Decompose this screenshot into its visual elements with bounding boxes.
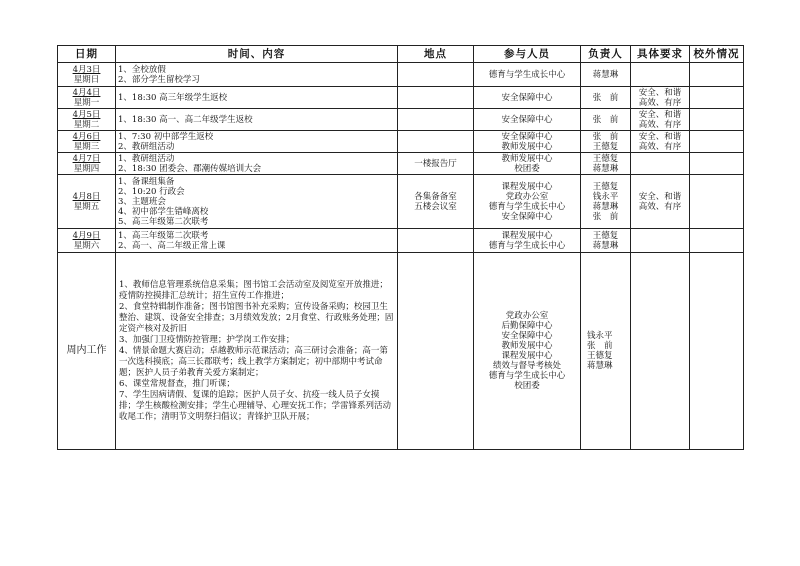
leader-cell-line: 张 前 [592,92,619,103]
leader-cell-line: 蒋慧琳 [592,201,619,212]
participants-cell-line: 教师发展中心 [501,153,553,164]
content-cell-line: 3、主题班会 [118,196,166,207]
weekday-text: 星期六 [73,240,100,251]
header-participants: 参与人员 [474,46,581,63]
leader-cell-line: 王德复 [592,230,619,241]
leader-cell-line: 王德复 [592,141,619,152]
outside-cell [690,63,744,87]
requirements-cell-line: 安全、和谐 [638,109,682,120]
leader-cell-line: 钱永平 [592,191,619,202]
leader-cell [581,153,631,175]
place-cell [398,109,474,131]
participants-cell-line: 校团委 [514,163,540,174]
leader-cell [581,229,631,253]
content-cell-line: 2、10:20 行政会 [118,186,185,197]
weekly-participants-cell-line: 校团委 [514,381,540,391]
weekday-text: 星期三 [73,141,100,152]
content-cell [116,87,398,109]
header-date: 日期 [58,46,116,63]
leader-cell [581,87,631,109]
header-requirements: 具体要求 [631,46,690,63]
weekly-participants-cell-line: 教师发展中心 [501,341,553,351]
content-cell [116,229,398,253]
content-cell-line: 1、7:30 初中部学生返校 [118,131,214,142]
date-cell [58,131,116,153]
weekly-leader-cell-line: 张 前 [587,341,613,351]
date-cell [58,229,116,253]
weekly-leader-cell-line: 钱永平 [587,331,613,341]
content-cell-line: 1、教研组活动 [118,153,175,164]
weekly-label-cell: 周内工作 [58,253,116,450]
content-cell [116,153,398,175]
content-cell-line: 2、部分学生留校学习 [118,74,200,85]
requirements-cell-line: 高效、有序 [638,97,682,108]
date-cell [58,175,116,229]
content-cell [116,63,398,87]
place-cell-line: 各集备备室 [414,191,457,202]
leader-cell-line: 王德复 [592,153,619,164]
weekly-participants-cell-line: 课程发展中心 [501,351,553,361]
table-row [58,229,744,253]
weekly-participants-cell-line: 党政办公室 [505,311,549,321]
weekly-participants-cell [474,253,581,450]
requirements-cell [631,131,690,153]
leader-cell-line: 蒋慧琳 [592,69,619,80]
participants-cell-line: 课程发展中心 [501,181,553,192]
weekly-leader-cell-line: 王德复 [587,351,613,361]
date-text: 4月4日 [72,87,101,98]
participants-cell-line: 安全保障中心 [501,211,553,222]
weekly-content-item: 1、教师信息管理系统信息采集；图书馆工会活动室及阅览室开放推进；疫情防控摸排汇总统计；招生宣传工作推进； [119,279,388,301]
weekly-work-row [58,253,744,450]
place-cell [398,131,474,153]
content-cell-line: 2、高一、高二年级正常上课 [118,240,226,251]
weekly-outside-cell [690,253,744,450]
place-cell [398,175,474,229]
content-cell-line: 1、高三年级第二次联考 [118,230,209,241]
weekly-content-cell [116,253,398,450]
date-cell [58,63,116,87]
participants-cell [474,87,581,109]
participants-cell [474,229,581,253]
weekly-content-item: 3、加强门卫疫情防控管理；护学岗工作安排； [119,334,295,345]
weekly-leader-cell-line: 蒋慧琳 [587,361,613,371]
content-cell-line: 5、高三年级第二次联考 [118,216,209,227]
content-cell-line: 1、全校放假 [118,64,166,75]
outside-cell [690,131,744,153]
requirements-cell-line: 安全、和谐 [638,87,682,98]
header-content: 时间、内容 [116,46,398,63]
leader-cell-line: 张 前 [592,211,619,222]
participants-cell-line: 党政办公室 [505,191,549,202]
table-row [58,87,744,109]
leader-cell [581,109,631,131]
outside-cell [690,153,744,175]
content-cell-line: 4、初中部学生错峰离校 [118,206,209,217]
date-text: 4月8日 [72,191,101,202]
weekly-content-item: 2、食堂特辑制作准备；图书馆图书补充采购；宣传设备采购；校园卫生整治、建筑、设备安全排查；3月绩效发放；2月食堂、行政账务处理；固定资产核对及折旧 [119,301,394,334]
participants-cell-line: 安全保障中心 [501,92,553,103]
content-cell-line: 1、18:30 高一、高二年级学生返校 [118,114,253,125]
weekly-leader-cell [581,253,631,450]
requirements-cell [631,109,690,131]
leader-cell-line: 蒋慧琳 [592,163,619,174]
requirements-cell-line: 安全、和谐 [638,131,682,142]
weekly-participants-cell-line: 后勤保障中心 [501,321,553,331]
weekly-participants-cell-line: 安全保障中心 [501,331,553,341]
weekday-text: 星期四 [73,163,100,174]
participants-cell [474,63,581,87]
participants-cell [474,109,581,131]
requirements-cell [631,229,690,253]
leader-cell [581,131,631,153]
outside-cell [690,109,744,131]
date-cell [58,109,116,131]
content-cell-line: 2、教研组活动 [118,141,175,152]
header-row [58,46,744,63]
weekly-content-item: 7、学生因病请假、复课的追踪；医护人员子女、抗疫一线人员子女摸排；学生核酸检测安排；学生心理辅导、心理安抚工作；学雷锋系列活动收尾工作；清明节文明祭扫倡议；青锋护卫队开展； [119,389,392,422]
content-cell-line: 1、备课组集备 [118,176,175,187]
leader-cell [581,175,631,229]
participants-cell [474,175,581,229]
participants-cell-line: 安全保障中心 [501,114,553,125]
requirements-cell-line: 高效、有序 [638,119,682,130]
leader-cell-line: 张 前 [592,131,619,142]
place-cell-line: 五楼会议室 [414,201,457,212]
place-cell [398,63,474,87]
table-row [58,131,744,153]
date-text: 4月9日 [72,230,101,241]
participants-cell-line: 德育与学生成长中心 [488,201,566,212]
participants-cell [474,153,581,175]
date-cell [58,153,116,175]
content-cell [116,175,398,229]
requirements-cell-line: 高效、有序 [638,201,682,212]
content-cell [116,131,398,153]
header-place: 地点 [398,46,474,63]
weekly-content-item: 4、情景命题大赛启动；卓越教师示范课活动；高三研讨会准备；高一第一次选科摸底；高三长郡联考；线上教学方案制定；初中部期中考试命题；医护人员子弟教育关爱方案制定； [119,345,388,378]
weekly-content-item: 6、课堂常规督查，推门听课； [119,378,235,389]
content-cell-line: 1、18:30 高三年级学生返校 [118,92,228,103]
leader-cell-line: 张 前 [592,114,619,125]
table-row [58,109,744,131]
weekday-text: 星期一 [73,97,100,108]
participants-cell-line: 德育与学生成长中心 [488,69,566,80]
date-cell [58,87,116,109]
content-cell [116,109,398,131]
outside-cell [690,175,744,229]
outside-cell [690,87,744,109]
outside-cell [690,229,744,253]
leader-cell [581,63,631,87]
weekday-text: 星期五 [73,201,100,212]
place-cell [398,229,474,253]
requirements-cell [631,175,690,229]
requirements-cell [631,87,690,109]
weekly-participants-cell-line: 德育与学生成长中心 [488,371,566,381]
weekly-schedule-table [57,45,744,450]
participants-cell-line: 安全保障中心 [501,131,553,142]
weekday-text: 星期日 [73,74,100,85]
requirements-cell-line: 高效、有序 [638,141,682,152]
participants-cell-line: 德育与学生成长中心 [488,240,566,251]
weekly-requirements-cell [631,253,690,450]
participants-cell [474,131,581,153]
place-cell-line: 一楼报告厅 [414,158,457,169]
requirements-cell [631,63,690,87]
table-row [58,175,744,229]
table-row [58,153,744,175]
table-row [58,63,744,87]
place-cell [398,87,474,109]
participants-cell-line: 课程发展中心 [501,230,553,241]
participants-cell-line: 教师发展中心 [501,141,553,152]
date-text: 4月3日 [72,64,101,75]
weekly-participants-cell-line: 绩效与督导考核处 [492,361,561,371]
header-outside: 校外情况 [690,46,744,63]
place-cell [398,153,474,175]
leader-cell-line: 蒋慧琳 [592,240,619,251]
date-text: 4月6日 [72,131,101,142]
date-text: 4月5日 [72,109,101,120]
leader-cell-line: 王德复 [592,181,619,192]
weekday-text: 星期二 [73,119,100,130]
header-leader: 负责人 [581,46,631,63]
requirements-cell [631,153,690,175]
date-text: 4月7日 [72,153,101,164]
content-cell-line: 2、18:30 团委会、郡潮传媒培训大会 [118,163,262,174]
weekly-place-cell [398,253,474,450]
requirements-cell-line: 安全、和谐 [638,191,682,202]
